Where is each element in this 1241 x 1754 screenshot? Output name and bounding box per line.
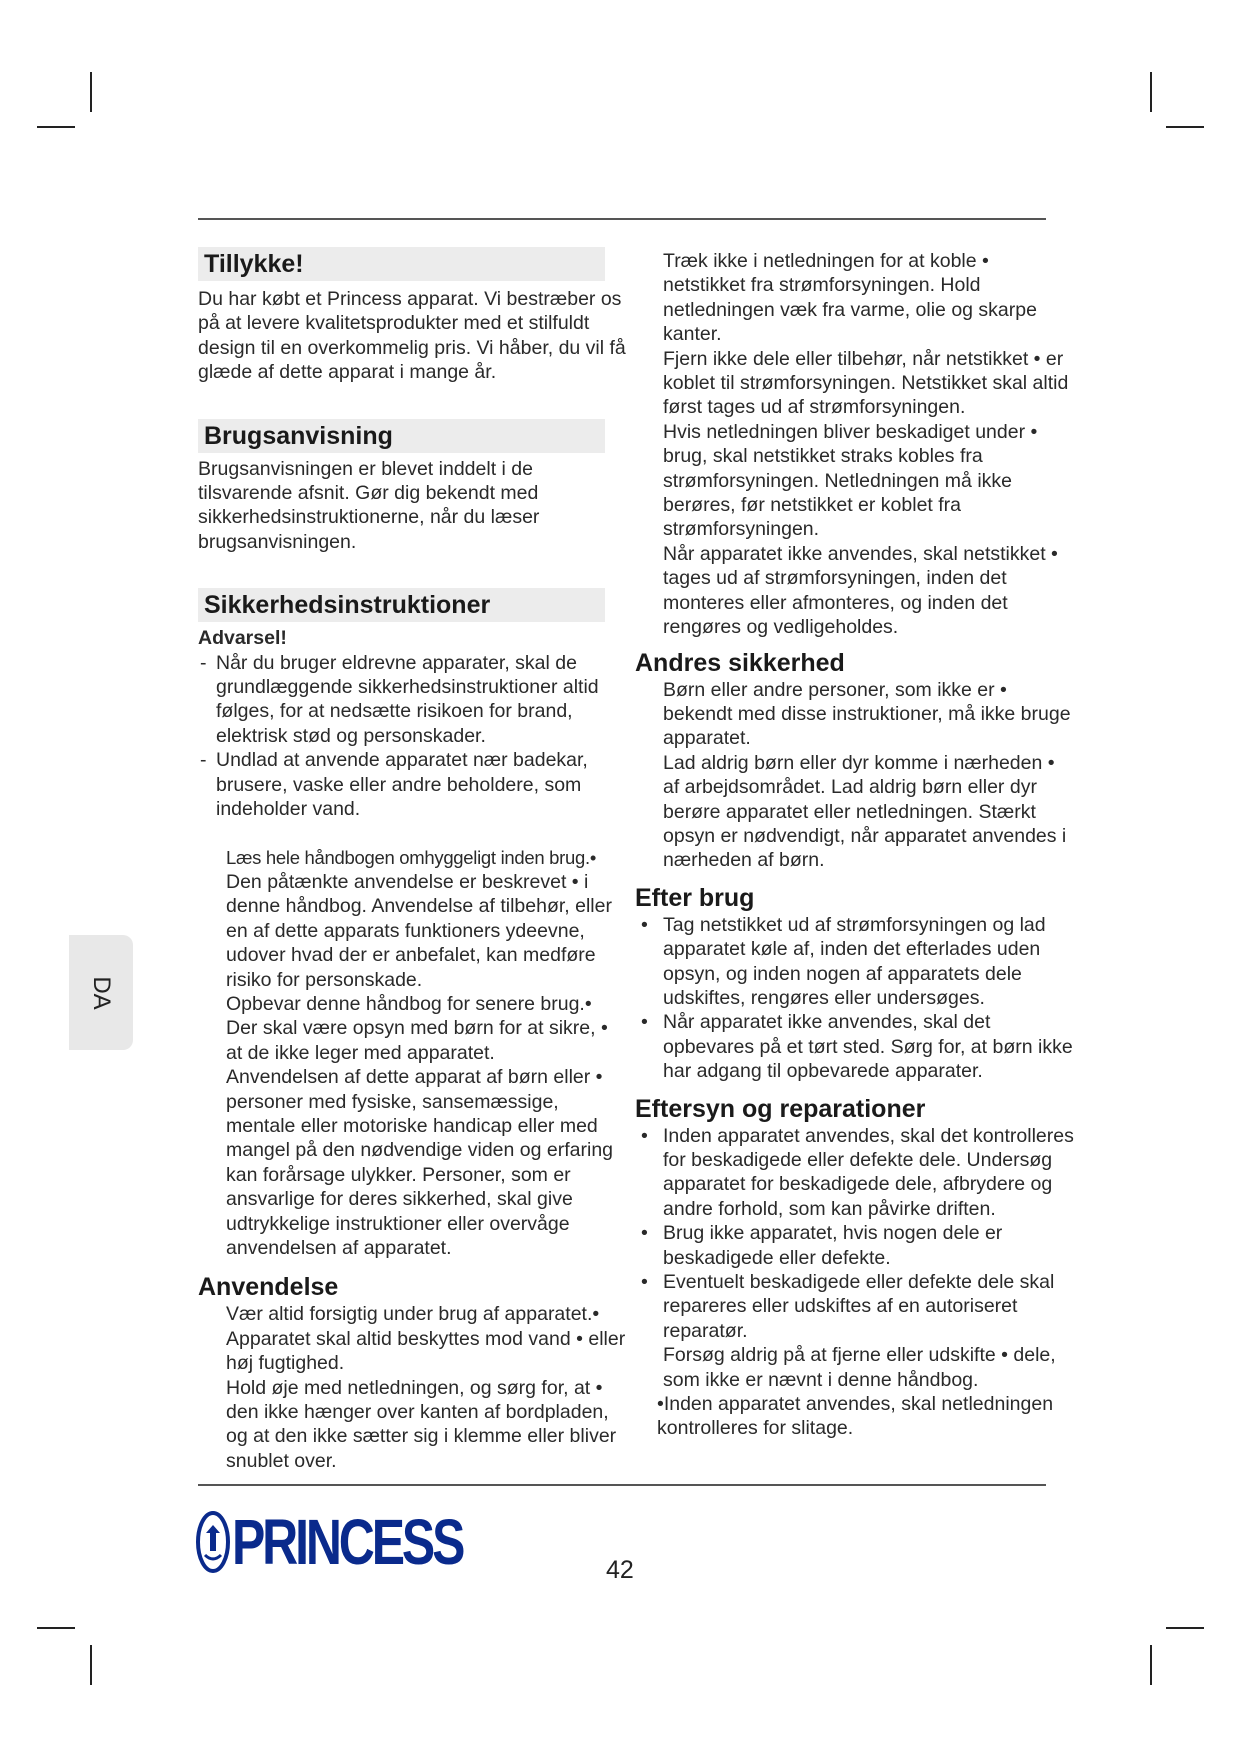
tillykke-body: Du har købt et Princess apparat. Vi bestræber os på at levere kvalitetsprodukter med et stilfuldt design til en overkommelig pris. Vi håber, du vil få glæde af dette apparat i mange år. — [198, 288, 626, 384]
language-tab-label: DA — [88, 975, 115, 1010]
crop-mark — [37, 126, 75, 128]
section-title-andres: Andres sikkerhed — [635, 648, 845, 677]
anvendelse-item: Hold øje med netledningen, og sørg for, at • den ikke hænger over kanten af bordpladen, og at den ikke sætter sig i klemme eller bliver snublet over. — [226, 1376, 617, 1472]
general-item: Den påtænkte anvendelse er beskrevet • i denne håndbog. Anvendelse af tilbehør, eller en af dette apparats funktioners ydeevne, udover hvad der er anbefalet, kan medføre risiko for personskade. — [226, 870, 612, 991]
eftersyn-item: • Inden apparatet anvendes, skal det kontrolleres for beskadigede eller defekte dele. Undersøg apparatet for beskadigede dele, afbrydere og andre forhold, som kan påvirke driften. — [635, 1124, 1075, 1222]
eftersyn-extra-item: •Inden apparatet anvendes, skal netledningen kontrolleres for slitage. — [657, 1393, 1054, 1440]
efter-item: • Tag netstikket ud af strømforsyningen og lad apparatet køle af, inden det efterlades uden opsyn, og inden nogen af apparatets dele udskiftes, rengøres eller undersøges. — [635, 913, 1075, 1011]
top-rule — [198, 218, 1046, 220]
eftersyn-item: • Brug ikke apparatet, hvis nogen dele er beskadigede eller defekte. — [635, 1221, 1075, 1270]
bottom-rule — [198, 1484, 1046, 1486]
brugsanvisning-body: Brugsanvisningen er blevet inddelt i de tilsvarende afsnit. Gør dig bekendt med sikkerhedsinstruktionerne, når du læser brugsanvisningen. — [198, 457, 540, 553]
efter-item: • Når apparatet ikke anvendes, skal det opbevares på et tørt sted. Sørg for, at børn ikke har adgang til opbevarede apparater. — [635, 1010, 1075, 1083]
section-title-sikkerhed: Sikkerhedsinstruktioner — [198, 588, 605, 622]
princess-logo — [196, 1506, 527, 1578]
general-item: Læs hele håndbogen omhyggeligt inden brug.• — [226, 846, 597, 868]
section-title-eftersyn: Eftersyn og reparationer — [635, 1094, 926, 1123]
general-item: Der skal være opsyn med børn for at sikre, • at de ikke leger med apparatet. — [226, 1017, 608, 1064]
anvendelse-item: Apparatet skal altid beskyttes mod vand • eller høj fugtighed. — [226, 1327, 626, 1375]
right-column — [635, 249, 1075, 1441]
crop-mark — [1150, 72, 1152, 112]
eftersyn-item: • Eventuelt beskadigede eller defekte dele skal repareres eller udskiftes af en autoriseret reparatør. — [635, 1270, 1075, 1343]
safety-item: Fjern ikke dele eller tilbehør, når netstikket • er koblet til strømforsyningen. Netstikket skal altid først tages ud af strømforsyningen. — [663, 347, 1069, 419]
safety-item: Træk ikke i netledningen for at koble • netstikket fra strømforsyningen. Hold netledningen væk fra varme, olie og skarpe kanter. — [663, 250, 1037, 346]
section-title-tillykke: Tillykke! — [198, 247, 605, 281]
crown-emblem-icon — [196, 1511, 230, 1573]
general-item: Anvendelsen af dette apparat af børn eller • personer med fysiske, sansemæssige, mentale eller motoriske handicap eller med mangel på den nødvendige viden og erfaring kan forårsage ulykker. Personer, som er ansvarlige for deres sikkerhed, skal give udtrykkelige instruktioner eller overvåge anvendelsen af apparatet. — [226, 1066, 614, 1259]
crop-mark — [1150, 1645, 1152, 1685]
safety-item: Hvis netledningen bliver beskadiget under • brug, skal netstikket straks kobles fra strømforsyningen. Netledningen må ikke berøres, før netstikket er koblet fra strømforsyningen. — [663, 420, 1038, 541]
section-title-anvendelse: Anvendelse — [198, 1273, 339, 1302]
eftersyn-extra-item: Forsøg aldrig på at fjerne eller udskifte • dele, som ikke er nævnt i denne håndbog. — [663, 1344, 1056, 1391]
crop-mark — [90, 1645, 92, 1685]
logo-wordmark: PRINCESS — [232, 1506, 463, 1578]
section-title-efter: Efter brug — [635, 883, 755, 912]
andres-item: Børn eller andre personer, som ikke er • bekendt med disse instruktioner, må ikke bruge apparatet. — [663, 678, 1071, 750]
crop-mark — [1166, 1627, 1204, 1629]
advarsel-item: - Undlad at anvende apparatet nær badekar, brusere, vaske eller andre beholdere, som indeholder vand. — [198, 748, 628, 821]
crop-mark — [90, 72, 92, 112]
crop-mark — [37, 1627, 75, 1629]
anvendelse-item: Vær altid forsigtig under brug af apparatet.• — [226, 1303, 600, 1326]
crop-mark — [1166, 126, 1204, 128]
advarsel-label: Advarsel! — [198, 627, 287, 650]
safety-item: Når apparatet ikke anvendes, skal netstikket • tages ud af strømforsyningen, inden det monteres eller afmonteres, og inden det rengøres og vedligeholdes. — [663, 542, 1058, 639]
left-column — [198, 247, 628, 1473]
section-title-brugsanvisning: Brugsanvisning — [198, 419, 605, 453]
language-tab — [69, 935, 133, 1050]
page-number: 42 — [606, 1556, 634, 1584]
andres-item: Lad aldrig børn eller dyr komme i nærheden • af arbejdsområdet. Lad aldrig børn eller dyr berøre apparatet eller netledningen. Stærkt opsyn er nødvendigt, når apparatet anvendes i nærheden af børn. — [663, 751, 1067, 872]
advarsel-item: - Når du bruger eldrevne apparater, skal de grundlæggende sikkerhedsinstruktioner altid følges, for at nedsætte risikoen for brand, elektrisk stød og personskader. — [198, 651, 628, 749]
general-item: Opbevar denne håndbog for senere brug.• — [226, 992, 592, 1015]
